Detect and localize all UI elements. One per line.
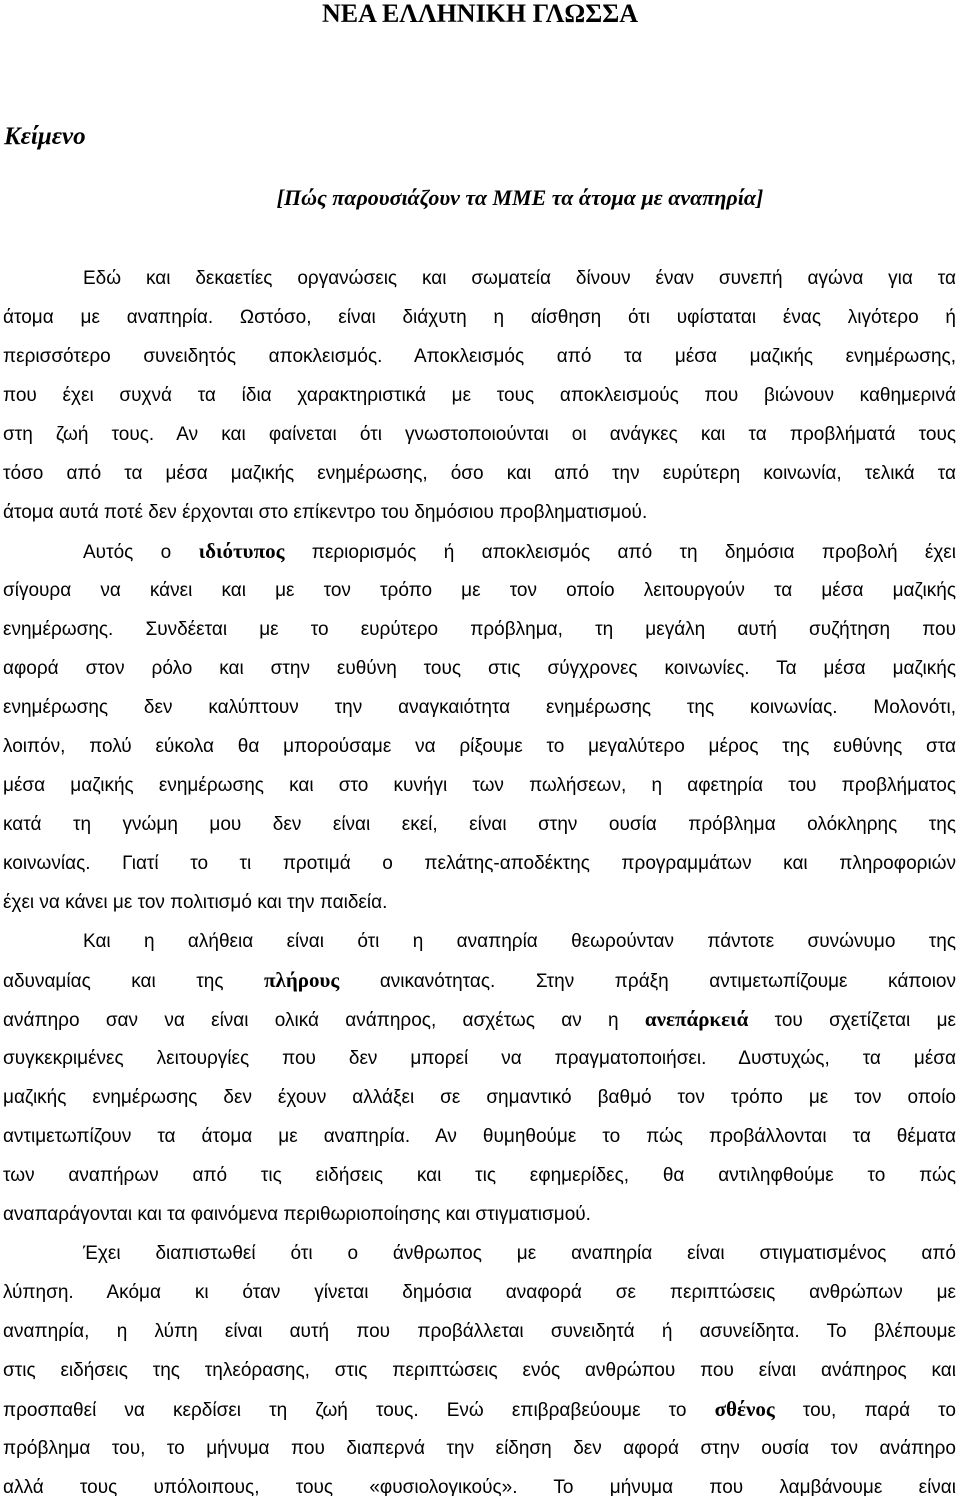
text-line (3, 1234, 956, 1273)
text-run: μαζικής ενημέρωσης δεν έχουν αλλάξει σε σημαντικό βαθμό τον τρόπο με τον οποίο (3, 1087, 956, 1108)
text-line (3, 415, 956, 454)
text-line (3, 571, 956, 610)
text-line (3, 883, 956, 922)
text-run: που έχει συχνά τα ίδια χαρακτηριστικά με τους αποκλεισμούς που βιώνουν καθημερινά (3, 385, 956, 406)
text-run: λοιπόν, πολύ εύκολα θα μπορούσαμε να ρίξουμε το μεγαλύτερο μέρος της ευθύνης στα (3, 736, 956, 757)
text-run: συγκεκριμένες λειτουργίες που δεν μπορεί να πραγματοποιήσει. Δυστυχώς, τα μέσα (3, 1048, 956, 1069)
text-line (3, 1429, 956, 1468)
text-run: περισσότερο συνειδητός αποκλεισμός. Αποκλεισμός από τα μέσα μαζικής ενημέρωσης, (3, 346, 956, 367)
text-run: σίγουρα να κάνει και με τον τρόπο με τον οποίο λειτουργούν τα μέσα μαζικής (3, 580, 956, 601)
text-line (3, 1390, 956, 1429)
text-run: ενημέρωσης δεν καλύπτουν την αναγκαιότητα ενημέρωσης της κοινωνίας. Μολονότι, (3, 697, 956, 718)
text-line (3, 805, 956, 844)
text-line (3, 1312, 956, 1351)
text-line (3, 649, 956, 688)
text-run: άτομα αυτά ποτέ δεν έρχονται στο επίκεντρο του δημόσιου προβληματισμού. (3, 502, 648, 523)
text-run: αναπηρία, η λύπη είναι αυτή που προβάλλεται συνειδητά ή ασυνείδητα. Το βλέπουμε (3, 1321, 956, 1342)
text-run: Αυτός ο (83, 542, 199, 563)
text-line (3, 337, 956, 376)
text-line (3, 298, 956, 337)
text-run: αναπαράγονται και τα φαινόμενα περιθωριοποίησης και στιγματισμού. (3, 1204, 591, 1225)
text-line (3, 1273, 956, 1312)
text-run: λύπηση. Ακόμα κι όταν γίνεται δημόσια αναφορά σε περιπτώσεις ανθρώπων με (3, 1282, 956, 1303)
text-line (3, 610, 956, 649)
text-line (3, 844, 956, 883)
bold-word: πλήρους (264, 968, 340, 992)
document-title: ΝΕΑ ΕΛΛΗΝΙΚΗ ΓΛΩΣΣΑ (322, 0, 638, 28)
text-run: Εδώ και δεκαετίες οργανώσεις και σωματεία δίνουν έναν συνεπή αγώνα για τα (83, 268, 956, 289)
text-line (3, 1156, 956, 1195)
text-line (3, 1078, 956, 1117)
section-label: Κείμενο (4, 123, 86, 150)
text-run: Έχει διαπιστωθεί ότι ο άνθρωπος με αναπηρία είναι στιγματισμένος από (83, 1243, 956, 1264)
text-run: προσπαθεί να κερδίσει τη ζωή τους. Ενώ επιβραβεύουμε το (3, 1400, 715, 1421)
text-run: του σχετίζεται με (748, 1010, 956, 1031)
text-run: Και η αλήθεια είναι ότι η αναπηρία θεωρούνταν πάντοτε συνώνυμο της (83, 931, 956, 952)
text-run: μέσα μαζικής ενημέρωσης και στο κυνήγι των πωλήσεων, η αφετηρία του προβλήματος (3, 775, 956, 796)
text-line (3, 1195, 956, 1234)
text-run: πρόβλημα του, το μήνυμα που διαπερνά την είδηση δεν αφορά στην ουσία τον ανάπηρο (3, 1438, 956, 1459)
text-run: αφορά στον ρόλο και στην ευθύνη τους στις σύγχρονες κοινωνίες. Τα μέσα μαζικής (3, 658, 956, 679)
text-line (3, 766, 956, 805)
body-text (3, 259, 956, 1496)
text-run: κοινωνίας. Γιατί το τι προτιμά ο πελάτης-αποδέκτης προγραμμάτων και πληροφοριών (3, 853, 956, 874)
text-run: στις ειδήσεις της τηλεόρασης, στις περιπτώσεις ενός ανθρώπου που είναι ανάπηρος και (3, 1360, 956, 1381)
text-run: αντιμετωπίζουν τα άτομα με αναπηρία. Αν θυμηθούμε το πώς προβάλλονται τα θέματα (3, 1126, 956, 1147)
text-run: περιορισμός ή αποκλεισμός από τη δημόσια προβολή έχει (284, 542, 956, 563)
text-line (3, 727, 956, 766)
text-run: του, παρά το (774, 1400, 956, 1421)
bold-word: σθένος (714, 1397, 775, 1421)
text-run: κατά τη γνώμη μου δεν είναι εκεί, είναι στην ουσία πρόβλημα ολόκληρης της (3, 814, 956, 835)
text-line (3, 1468, 956, 1496)
text-run: έχει να κάνει με τον πολιτισμό και την παιδεία. (3, 892, 388, 913)
text-run: στη ζωή τους. Αν και φαίνεται ότι γνωστοποιούνται οι ανάγκες και τα προβλήματά τους (3, 424, 956, 445)
text-line (3, 454, 956, 493)
text-line (3, 922, 956, 961)
text-line (3, 961, 956, 1000)
text-run: ανικανότητας. Στην πράξη αντιμετωπίζουμε κάποιον (339, 971, 956, 992)
text-line (3, 493, 956, 532)
text-line (3, 688, 956, 727)
text-run: ενημέρωσης. Συνδέεται με το ευρύτερο πρόβλημα, τη μεγάλη αυτή συζήτηση που (3, 619, 956, 640)
bold-word: ανεπάρκειά (644, 1007, 749, 1031)
text-line (3, 1351, 956, 1390)
text-line (3, 532, 956, 571)
text-run: των αναπήρων από τις ειδήσεις και τις εφημερίδες, θα αντιληφθούμε το πώς (3, 1165, 956, 1186)
text-line (3, 1000, 956, 1039)
text-subtitle: [Πώς παρουσιάζουν τα ΜΜΕ τα άτομα με αναπηρία] (276, 185, 764, 210)
text-run: τόσο από τα μέσα μαζικής ενημέρωσης, όσο και από την ευρύτερη κοινωνία, τελικά τα (3, 463, 956, 484)
text-run: αδυναμίας και της (3, 971, 265, 992)
bold-word: ιδιότυπος (198, 539, 285, 563)
text-line (3, 259, 956, 298)
text-line (3, 376, 956, 415)
text-run: άτομα με αναπηρία. Ωστόσο, είναι διάχυτη η αίσθηση ότι υφίσταται ένας λιγότερο ή (3, 307, 956, 328)
text-line (3, 1117, 956, 1156)
text-run: αλλά τους υπόλοιπους, τους «φυσιολογικούς». Το μήνυμα που λαμβάνουμε είναι (3, 1477, 956, 1496)
text-line (3, 1039, 956, 1078)
text-run: ανάπηρο σαν να είναι ολικά ανάπηρος, ασχέτως αν η (3, 1010, 645, 1031)
